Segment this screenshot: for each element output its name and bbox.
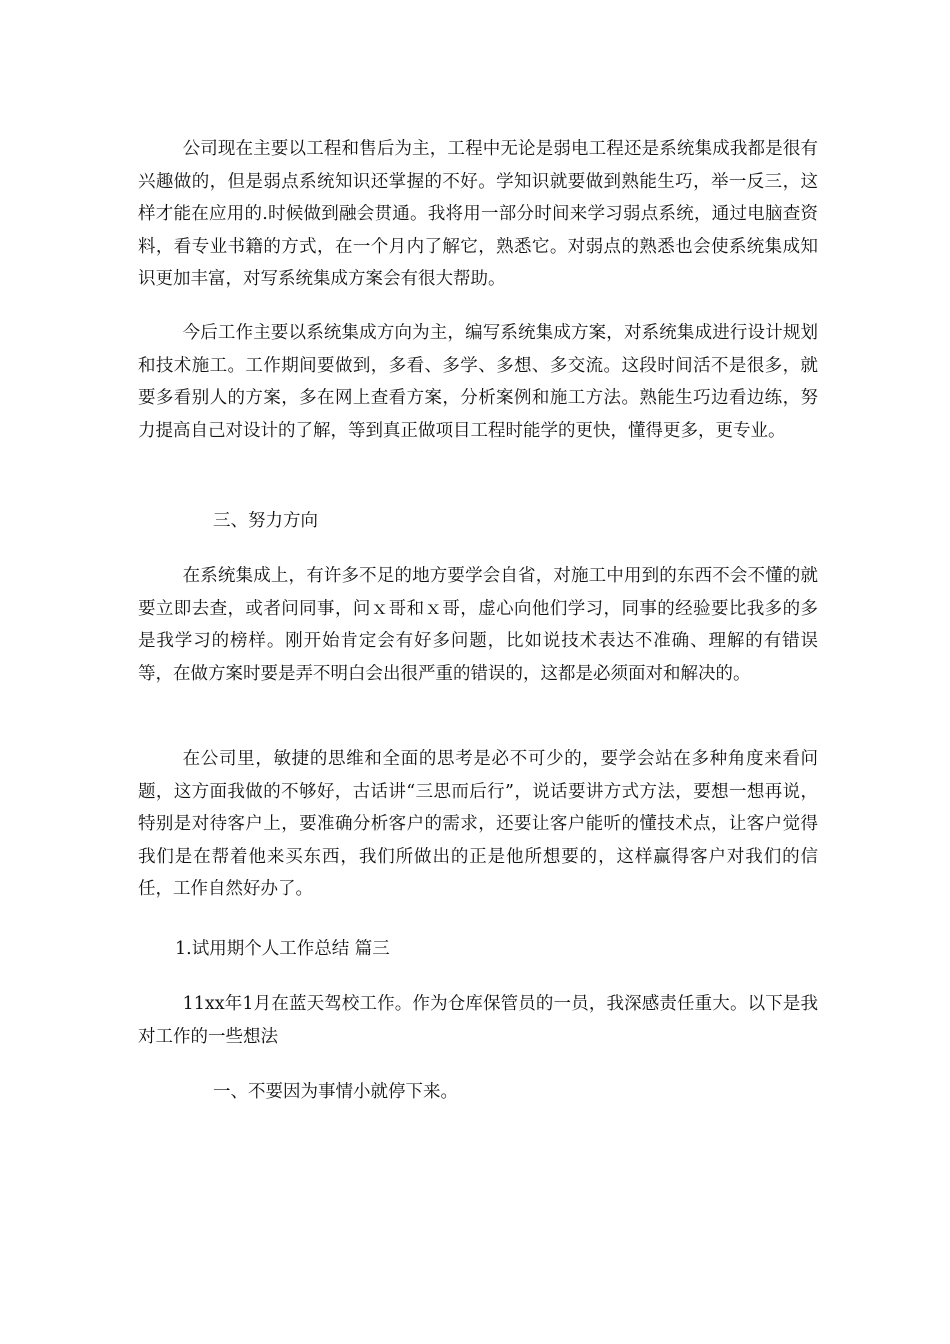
paragraph-self-reflection: 在系统集成上，有许多不足的地方要学会自省，对施工中用到的东西不会不懂的就要立即去查，或者问同事，问ｘ哥和ｘ哥，虚心向他们学习，同事的经验要比我多的多是我学习的榜样。刚开始肯定会有好多问题，比如说技术表达不准确、理解的有错误等，在做方案时要是弄不明白会出很严重的错误的，这都是必须面对和解决的。 (138, 566, 818, 684)
paragraph-thinking: 在公司里，敏捷的思维和全面的思考是必不可少的，要学会站在多种角度来看问题，这方面我做的不够好，古话讲“三思而后行”，说话要讲方式方法，要想一想再说，特别是对待客户上，要准确分析客户的需求，还要让客户能听的懂技术点，让客户觉得我们是在帮着他来买东西，我们所做出的正是他所想要的，这样赢得客户对我们的信任，工作自然好办了。 (138, 749, 818, 899)
section-heading-do-not-stop: 一、不要因为事情小就停下来。 (213, 1082, 458, 1102)
section-heading-probation-summary: 1.试用期个人工作总结 篇三 (175, 939, 390, 959)
paragraph-driving-school: 11xx年1月在蓝天驾校工作。作为仓库保管员的一员，我深感责任重大。以下是我对工作的一些想法 (138, 994, 818, 1047)
paragraph-future-work: 今后工作主要以系统集成方向为主，编写系统集成方案，对系统集成进行设计规划和技术施工。工作期间要做到，多看、多学、多想、多交流。这段时间活不是很多，就要多看别人的方案，多在网上查看方案，分析案例和施工方法。熟能生巧边看边练，努力提高自己对设计的了解，等到真正做项目工程时能学的更快，懂得更多，更专业。 (138, 323, 818, 441)
section-heading-effort-direction: 三、努力方向 (213, 511, 318, 531)
paragraph-system-integration-interest: 公司现在主要以工程和售后为主，工程中无论是弱电工程还是系统集成我都是很有兴趣做的，但是弱点系统知识还掌握的不好。学知识就要做到熟能生巧，举一反三，这样才能在应用的.时候做到融会贯通。我将用一部分时间来学习弱点系统，通过电脑查资料，看专业书籍的方式，在一个月内了解它，熟悉它。对弱点的熟悉也会使系统集成知识更加丰富，对写系统集成方案会有很大帮助。 (138, 139, 818, 289)
